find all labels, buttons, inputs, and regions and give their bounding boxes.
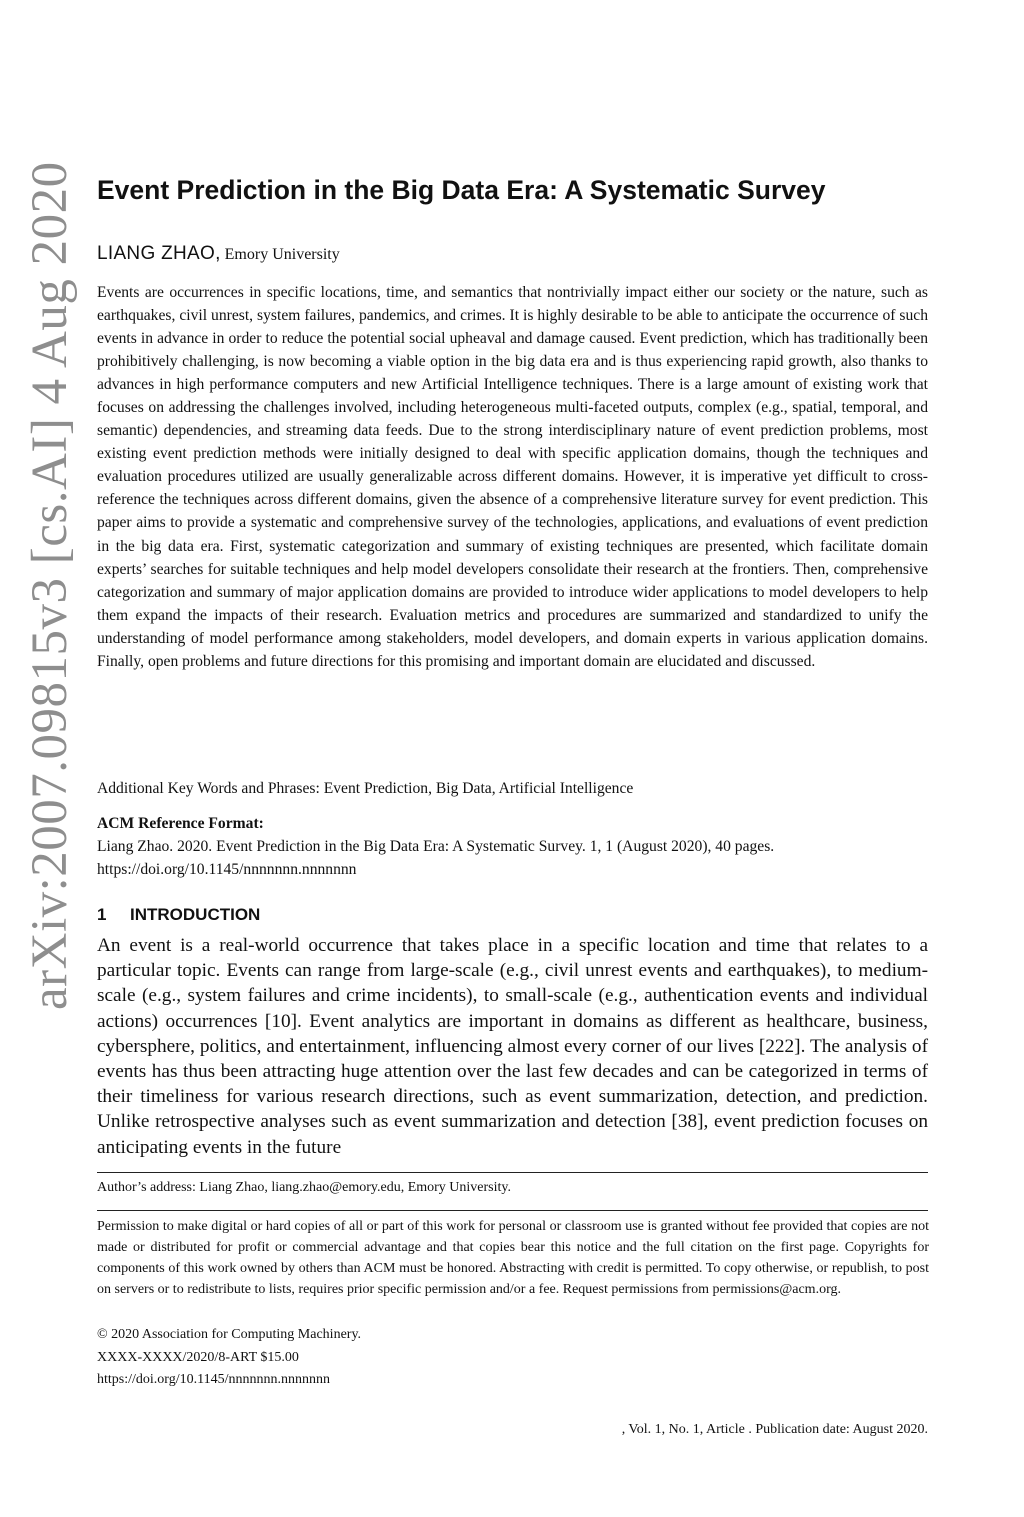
issn-line: XXXX-XXXX/2020/8-ART $15.00 xyxy=(97,1350,299,1365)
author-line xyxy=(97,240,340,269)
permission-divider xyxy=(97,1210,928,1211)
author-affiliation: Emory University xyxy=(220,246,340,263)
paper-title: Event Prediction in the Big Data Era: A Systematic Survey xyxy=(97,175,826,205)
keywords: Additional Key Words and Phrases: Event Prediction, Big Data, Artificial Intelligence xyxy=(97,780,634,797)
permission-notice: Permission to make digital or hard copies of all or part of this work for personal or classroom use is granted without fee provided that copies are not made or distributed for profit or commercial advantage and that copies bear this notice and the full citation on the first page. Copyrights for components of this work owned by others than ACM must be honored. Abstracting with credit is permitted. To copy otherwise, or republish, to post on servers or to redistribute to lists, requires prior specific permission and/or a fee. Request permissions from permissions@acm.org. xyxy=(97,1219,929,1297)
introduction-paragraph: An event is a real-world occurrence that takes place in a specific location and time that relates to a particular topic. Events can range from large-scale (e.g., civil unrest events and earthquakes), to medium-scale (e.g., system failures and crime incidents), to small-scale (e.g., authentication events and individual actions) occurrences [10]. Event analytics are important in domains as different as healthcare, business, cybersphere, politics, and entertainment, influencing almost every corner of our lives [222]. The analysis of events has thus been attracting huge attention over the last few decades and can be categorized in terms of their timeliness for various research directions, such as event summarization, detection, and prediction. Unlike retrospective analyses such as event summarization and detection [38], event prediction focuses on anticipating events in the future xyxy=(97,935,928,1158)
section-number: 1 xyxy=(97,905,107,924)
arxiv-identifier-stamp: arXiv:2007.09815v3 [cs.AI] 4 Aug 2020 xyxy=(22,161,78,1010)
acm-reference-heading: ACM Reference Format: xyxy=(97,815,264,832)
abstract: Events are occurrences in specific locations, time, and semantics that nontrivially impact either our society or the nature, such as earthquakes, civil unrest, system failures, pandemics, and crimes. It is highly desirable to be able to anticipate the occurrence of such events in advance in order to reduce the potential social upheaval and damage caused. Event prediction, which has traditionally been prohibitively challenging, is now becoming a viable option in the big data era and is thus experiencing rapid growth, also thanks to advances in high performance computers and new Artificial Intelligence techniques. There is a large amount of existing work that focuses on addressing the challenges involved, including heterogeneous multi-faceted outputs, complex (e.g., spatial, temporal, and semantic) dependencies, and streaming data feeds. Due to the strong interdisciplinary nature of event prediction problems, most existing event prediction methods were initially designed to deal with specific application domains, though the techniques and evaluation procedures utilized are usually generalizable across different domains. However, it is imperative yet difficult to cross-reference the techniques across different domains, given the absence of a comprehensive literature survey for event prediction. This paper aims to provide a systematic and comprehensive survey of the technologies, applications, and evaluations of event prediction in the big data era. First, systematic categorization and summary of existing techniques are presented, which facilitate domain experts’ searches for suitable techniques and help model developers consolidate their research at the frontiers. Then, comprehensive categorization and summary of major application domains are provided to introduce wider applications to model developers to help them expand the impacts of their research. Evaluation metrics and procedures are summarized and standardized to unify the understanding of model performance among stakeholders, model developers, and domain experts in various application domains. Finally, open problems and future directions for this promising and important domain are elucidated and discussed. xyxy=(97,284,928,670)
doi-link[interactable]: https://doi.org/10.1145/nnnnnnn.nnnnnnn xyxy=(97,1372,330,1387)
footnote-divider xyxy=(97,1172,928,1173)
author-address-footnote: Author’s address: Liang Zhao, liang.zhao@emory.edu, Emory University. xyxy=(97,1180,511,1195)
acm-reference-text: Liang Zhao. 2020. Event Prediction in the Big Data Era: A Systematic Survey. 1, 1 (August 2020), 40 pages. https://doi.org/10.1145/nnnnnnn.nnnnnnn xyxy=(97,838,775,878)
copyright-notice: © 2020 Association for Computing Machinery. xyxy=(97,1327,362,1342)
section-title: INTRODUCTION xyxy=(130,905,261,924)
page-footer: , Vol. 1, No. 1, Article . Publication date: August 2020. xyxy=(621,1422,928,1437)
author-name: LIANG ZHAO, xyxy=(97,243,221,264)
section-heading-introduction xyxy=(97,902,260,928)
